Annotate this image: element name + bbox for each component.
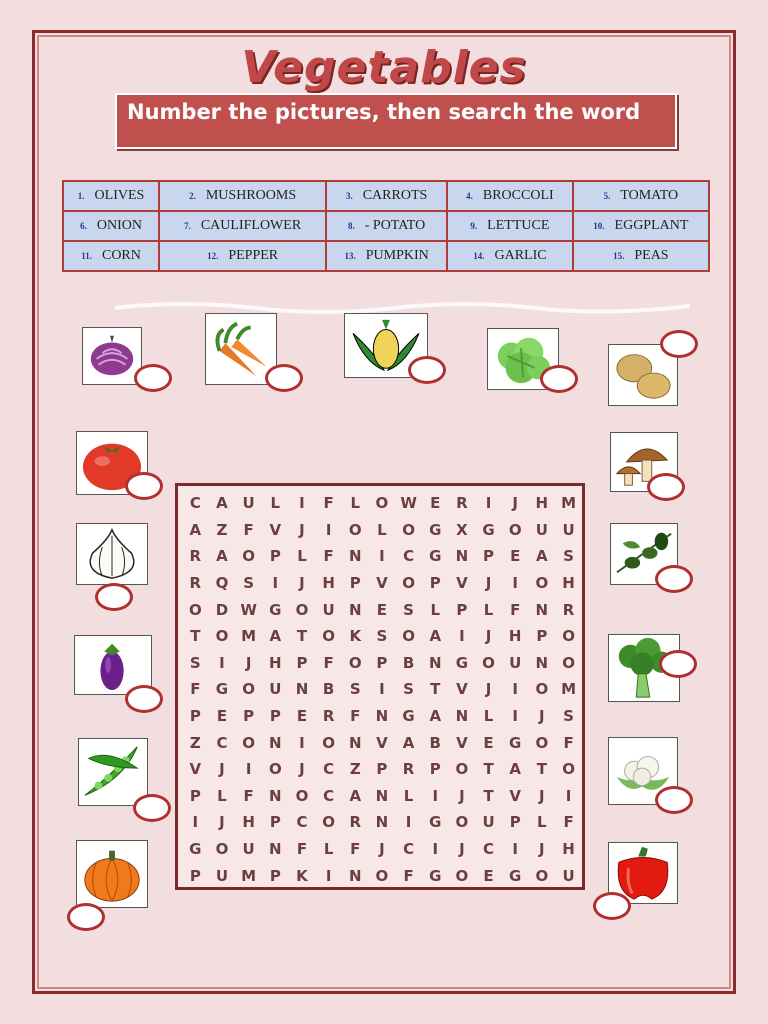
instruction-banner [115,93,677,149]
garlic-picture [76,523,148,585]
grid-letter[interactable]: I [299,733,305,752]
grid-letter[interactable]: C [403,840,415,859]
grid-letter[interactable]: N [348,733,362,752]
grid-letter[interactable]: I [512,840,518,859]
grid-letter[interactable]: U [215,866,229,885]
grid-letter[interactable]: P [189,707,201,726]
grid-letter[interactable]: F [563,813,574,832]
grid-letter[interactable]: N [375,813,389,832]
answer-bubble-mushrooms[interactable] [647,473,685,501]
grid-letter[interactable]: L [323,840,334,859]
grid-letter[interactable]: T [536,760,547,779]
grid-letter[interactable]: H [535,494,549,513]
grid-letter[interactable]: R [189,547,202,566]
grid-letter[interactable]: V [509,786,521,805]
grid-letter[interactable]: L [217,786,227,805]
grid-letter[interactable]: P [269,866,281,885]
answer-bubble-potato[interactable] [660,330,698,358]
answer-bubble-eggplant[interactable] [125,685,163,713]
grid-letter[interactable]: G [429,866,442,885]
grid-letter[interactable]: K [296,866,308,885]
grid-letter[interactable]: P [456,600,468,619]
grid-letter[interactable]: N [455,547,469,566]
grid-letter[interactable]: N [348,547,362,566]
grid-letter[interactable]: N [375,786,389,805]
answer-bubble-peas[interactable] [133,794,171,822]
grid-letter[interactable]: A [216,494,228,513]
grid-letter[interactable]: S [243,574,255,593]
grid-letter[interactable]: I [432,786,439,805]
answer-bubble-broccoli[interactable] [659,650,697,678]
word-list-table [62,180,710,272]
grid-letter[interactable]: A [429,627,442,646]
grid-letter[interactable]: G [455,653,469,672]
grid-letter[interactable]: U [482,813,495,832]
grid-letter[interactable]: B [429,733,441,752]
grid-row [182,623,582,650]
grid-letter[interactable]: O [562,653,575,672]
grid-letter[interactable]: N [535,653,549,672]
grid-letter[interactable]: U [509,653,522,672]
grid-letter[interactable]: O [535,733,549,752]
grid-letter[interactable]: N [295,680,309,699]
grid-letter[interactable]: P [376,653,388,672]
grid-letter[interactable]: F [243,786,254,805]
grid-row [182,703,582,730]
grid-letter[interactable]: V [456,680,468,699]
grid-letter[interactable]: J [299,574,305,593]
grid-letter[interactable]: U [322,600,335,619]
grid-letter[interactable]: B [402,653,415,672]
grid-letter[interactable]: P [376,760,388,779]
grid-letter[interactable]: A [189,520,202,539]
grid-letter[interactable]: F [323,653,334,672]
grid-letter[interactable]: H [562,574,575,593]
grid-letter[interactable]: Q [215,574,229,593]
grid-letter[interactable]: U [562,866,575,885]
grid-letter[interactable]: I [512,707,518,726]
grid-letter[interactable]: N [535,600,549,619]
grid-row [182,650,582,677]
grid-letter[interactable]: D [215,600,229,619]
grid-letter[interactable]: A [269,627,282,646]
grid-letter[interactable]: I [272,574,279,593]
answer-bubble-olives[interactable] [655,565,693,593]
grid-letter[interactable]: G [402,707,415,726]
word-cell: 4. BROCCOLI [447,181,573,211]
grid-letter[interactable]: G [215,680,229,699]
grid-letter[interactable]: N [455,707,469,726]
grid-letter[interactable]: J [299,520,305,539]
grid-letter[interactable]: J [379,840,385,859]
grid-letter[interactable]: L [377,520,387,539]
grid-letter[interactable]: H [242,813,255,832]
onion-picture [82,327,142,385]
word-cell: 6. ONION [63,211,159,241]
grid-letter[interactable]: O [242,547,256,566]
grid-letter[interactable]: R [402,760,415,779]
word-cell: 12. PEPPER [159,241,326,271]
grid-letter[interactable]: L [483,707,494,726]
grid-letter[interactable]: S [349,680,361,699]
grid-row [182,676,582,703]
grid-letter[interactable]: G [509,866,522,885]
grid-letter[interactable]: T [483,786,494,805]
grid-letter[interactable]: E [510,547,521,566]
grid-letter[interactable]: S [403,600,414,619]
grid-letter[interactable]: P [269,707,281,726]
grid-letter[interactable]: H [269,653,282,672]
grid-letter[interactable]: U [269,680,282,699]
grid-letter[interactable]: P [296,653,308,672]
grid-letter[interactable]: O [535,866,549,885]
grid-letter[interactable]: F [243,520,254,539]
grid-letter[interactable]: F [296,840,308,859]
grid-letter[interactable]: C [189,494,201,513]
answer-bubble-lettuce[interactable] [540,365,578,393]
grid-letter[interactable]: T [430,680,441,699]
answer-bubble-pepper[interactable] [593,892,631,920]
grid-letter[interactable]: O [375,494,389,513]
word-cell: 8. - POTATO [326,211,447,241]
grid-letter[interactable]: O [215,627,229,646]
answer-bubble-garlic[interactable] [95,583,133,611]
grid-letter[interactable]: F [350,840,361,859]
grid-letter[interactable]: A [429,707,442,726]
answer-bubble-carrots[interactable] [265,364,303,392]
grid-letter[interactable]: A [536,547,548,566]
grid-letter[interactable]: J [512,494,518,513]
grid-letter[interactable]: W [400,494,417,513]
grid-letter[interactable]: A [349,786,362,805]
grid-row [182,543,582,570]
grid-letter[interactable]: N [348,600,362,619]
grid-letter[interactable]: A [509,760,521,779]
grid-letter[interactable]: I [565,786,572,805]
grid-letter[interactable]: I [459,627,465,646]
grid-letter[interactable]: G [429,520,442,539]
grid-letter[interactable]: G [269,600,282,619]
grid-row [182,729,582,756]
grid-letter[interactable]: F [323,494,334,513]
grid-letter[interactable]: C [216,733,228,752]
grid-letter[interactable]: O [242,680,256,699]
grid-letter[interactable]: E [296,707,308,726]
word-cell: 5. TOMATO [573,181,709,211]
grid-letter[interactable]: R [189,574,202,593]
word-cell: 13. PUMPKIN [326,241,447,271]
grid-letter[interactable]: I [299,494,305,513]
grid-letter[interactable]: N [269,840,282,859]
grid-letter[interactable]: A [216,547,228,566]
grid-letter[interactable]: L [297,547,307,566]
grid-letter[interactable]: O [188,600,202,619]
grid-letter[interactable]: I [245,760,252,779]
grid-letter[interactable]: O [295,786,309,805]
grid-letter[interactable]: I [192,813,199,832]
grid-letter[interactable]: U [242,840,255,859]
grid-letter[interactable]: L [403,786,414,805]
grid-letter[interactable]: H [562,840,575,859]
grid-letter[interactable]: F [403,866,414,885]
grid-letter[interactable]: L [483,600,494,619]
grid-letter[interactable]: O [535,574,549,593]
grid-letter[interactable]: P [429,574,441,593]
grid-letter[interactable]: O [322,627,335,646]
word-cell: 7. CAULIFLOWER [159,211,326,241]
grid-letter[interactable]: M [561,680,577,699]
grid-letter[interactable]: P [349,574,361,593]
grid-letter[interactable]: G [509,733,522,752]
grid-letter[interactable]: O [562,627,575,646]
grid-letter[interactable]: P [189,786,201,805]
grid-letter[interactable]: F [350,707,361,726]
grid-letter[interactable]: J [219,813,225,832]
grid-letter[interactable]: N [269,786,282,805]
word-cell: 15. PEAS [573,241,709,271]
grid-letter[interactable]: U [535,520,548,539]
grid-letter[interactable]: J [219,760,225,779]
grid-letter[interactable]: G [482,520,495,539]
grid-letter[interactable]: L [430,600,441,619]
word-cell: 2. MUSHROOMS [159,181,326,211]
grid-letter[interactable]: H [508,627,522,646]
word-cell: 14. GARLIC [447,241,573,271]
grid-letter[interactable]: F [190,680,201,699]
grid-letter[interactable]: R [322,707,335,726]
grid-letter[interactable]: O [402,574,415,593]
grid-letter[interactable]: O [348,653,362,672]
grid-letter[interactable]: S [189,653,201,672]
grid-letter[interactable]: S [376,627,388,646]
grid-letter[interactable]: J [539,840,545,859]
instruction-text: Number the pictures, then search the word [127,100,641,124]
grid-letter[interactable]: J [459,786,465,805]
grid-letter[interactable]: Z [189,733,201,752]
grid-row [182,596,582,623]
grid-letter[interactable]: S [563,547,574,566]
grid-letter[interactable]: O [562,760,575,779]
grid-letter[interactable]: I [325,866,332,885]
word-cell: 9. LETTUCE [447,211,573,241]
grid-letter[interactable]: M [241,866,257,885]
grid-letter[interactable]: J [459,840,465,859]
grid-letter[interactable]: O [455,813,469,832]
grid-letter[interactable]: J [539,786,545,805]
page-title: Vegetables [241,42,527,93]
grid-letter[interactable]: O [402,627,415,646]
grid-letter[interactable]: K [349,627,362,646]
word-search-grid [175,483,585,890]
grid-letter[interactable]: P [536,627,548,646]
grid-letter[interactable]: Z [216,520,228,539]
grid-letter[interactable]: R [349,813,362,832]
pumpkin-picture [76,840,148,908]
grid-letter[interactable]: M [561,494,577,513]
grid-row [182,490,582,517]
grid-letter[interactable]: S [403,680,414,699]
grid-letter[interactable]: I [325,520,332,539]
grid-letter[interactable]: O [295,600,309,619]
grid-letter[interactable]: R [562,600,575,619]
grid-letter[interactable]: O [322,733,335,752]
grid-letter[interactable]: Z [349,760,361,779]
grid-letter[interactable]: I [512,574,518,593]
grid-letter[interactable]: P [509,813,521,832]
grid-letter[interactable]: E [216,707,228,726]
grid-letter[interactable]: O [535,680,549,699]
grid-letter[interactable]: P [189,866,201,885]
grid-letter[interactable]: O [482,653,495,672]
grid-row [182,570,582,597]
grid-letter[interactable]: H [322,574,335,593]
answer-bubble-corn[interactable] [408,356,446,384]
grid-letter[interactable]: L [537,813,547,832]
word-cell: 3. CARROTS [326,181,447,211]
grid-letter[interactable]: P [483,547,495,566]
grid-letter[interactable]: T [483,760,494,779]
grid-letter[interactable]: G [429,547,442,566]
grid-letter[interactable]: O [508,520,522,539]
grid-letter[interactable]: P [269,813,281,832]
grid-letter[interactable]: N [375,707,389,726]
grid-letter[interactable]: P [429,760,441,779]
grid-letter[interactable]: B [322,680,335,699]
grid-letter[interactable]: I [432,840,439,859]
grid-letter[interactable]: P [269,547,281,566]
grid-letter[interactable]: V [456,733,468,752]
grid-letter[interactable]: I [405,813,412,832]
grid-letter[interactable]: N [428,653,442,672]
grid-letter[interactable]: L [270,494,281,513]
grid-letter[interactable]: O [215,840,229,859]
divider-line [115,300,690,314]
grid-row [182,836,582,863]
grid-row [182,809,582,836]
grid-letter[interactable]: O [322,813,335,832]
grid-letter[interactable]: O [268,760,282,779]
grid-letter[interactable]: O [402,520,415,539]
grid-letter[interactable]: O [375,866,389,885]
grid-letter[interactable]: J [485,574,492,593]
word-cell: 1. OLIVES [63,181,159,211]
grid-letter[interactable]: M [241,627,257,646]
grid-row [182,783,582,810]
grid-letter[interactable]: J [299,760,305,779]
grid-row [182,517,582,544]
grid-letter[interactable]: F [323,547,334,566]
grid-row [182,862,582,889]
grid-letter[interactable]: E [483,866,494,885]
grid-letter[interactable]: R [456,494,468,513]
answer-bubble-cauliflower[interactable] [655,786,693,814]
grid-letter[interactable]: X [456,520,468,539]
grid-letter[interactable]: T [296,627,308,646]
answer-bubble-pumpkin[interactable] [67,903,105,931]
grid-letter[interactable]: J [485,680,492,699]
grid-letter[interactable]: V [269,520,282,539]
grid-letter[interactable]: V [189,760,202,779]
answer-bubble-onion[interactable] [134,364,172,392]
grid-letter[interactable]: I [219,653,225,672]
grid-letter[interactable]: O [455,866,469,885]
grid-letter[interactable]: C [323,760,335,779]
grid-letter[interactable]: I [485,494,492,513]
answer-bubble-tomato[interactable] [125,472,163,500]
grid-letter[interactable]: C [323,786,335,805]
grid-letter[interactable]: V [376,574,388,593]
grid-letter[interactable]: E [376,600,388,619]
grid-letter[interactable]: V [456,574,468,593]
grid-row [182,756,582,783]
grid-letter[interactable]: U [242,494,255,513]
grid-letter[interactable]: V [376,733,388,752]
grid-letter[interactable]: F [510,600,521,619]
grid-letter[interactable]: I [379,547,385,566]
grid-letter[interactable]: C [403,547,415,566]
grid-letter[interactable]: I [379,680,385,699]
peas-picture [78,738,148,806]
grid-letter[interactable]: G [429,813,442,832]
grid-letter[interactable]: F [563,733,574,752]
grid-letter[interactable]: U [562,520,575,539]
grid-letter[interactable]: N [348,866,362,885]
grid-letter[interactable]: E [483,733,494,752]
grid-letter[interactable]: O [455,760,469,779]
grid-letter[interactable]: P [243,707,255,726]
grid-letter[interactable]: G [189,840,202,859]
grid-letter[interactable]: W [240,600,257,619]
grid-letter[interactable]: I [512,680,518,699]
grid-letter[interactable]: O [348,520,362,539]
grid-letter[interactable]: E [430,494,441,513]
grid-letter[interactable]: J [485,627,492,646]
grid-letter[interactable]: C [483,840,495,859]
grid-letter[interactable]: N [269,733,282,752]
word-cell: 11. CORN [63,241,159,271]
grid-letter[interactable]: T [190,627,201,646]
grid-letter[interactable]: C [296,813,308,832]
grid-letter[interactable]: L [350,494,361,513]
grid-letter[interactable]: A [402,733,415,752]
grid-letter[interactable]: J [539,707,545,726]
grid-letter[interactable]: J [245,653,252,672]
word-cell: 10. EGGPLANT [573,211,709,241]
grid-letter[interactable]: O [242,733,256,752]
grid-letter[interactable]: S [563,707,574,726]
